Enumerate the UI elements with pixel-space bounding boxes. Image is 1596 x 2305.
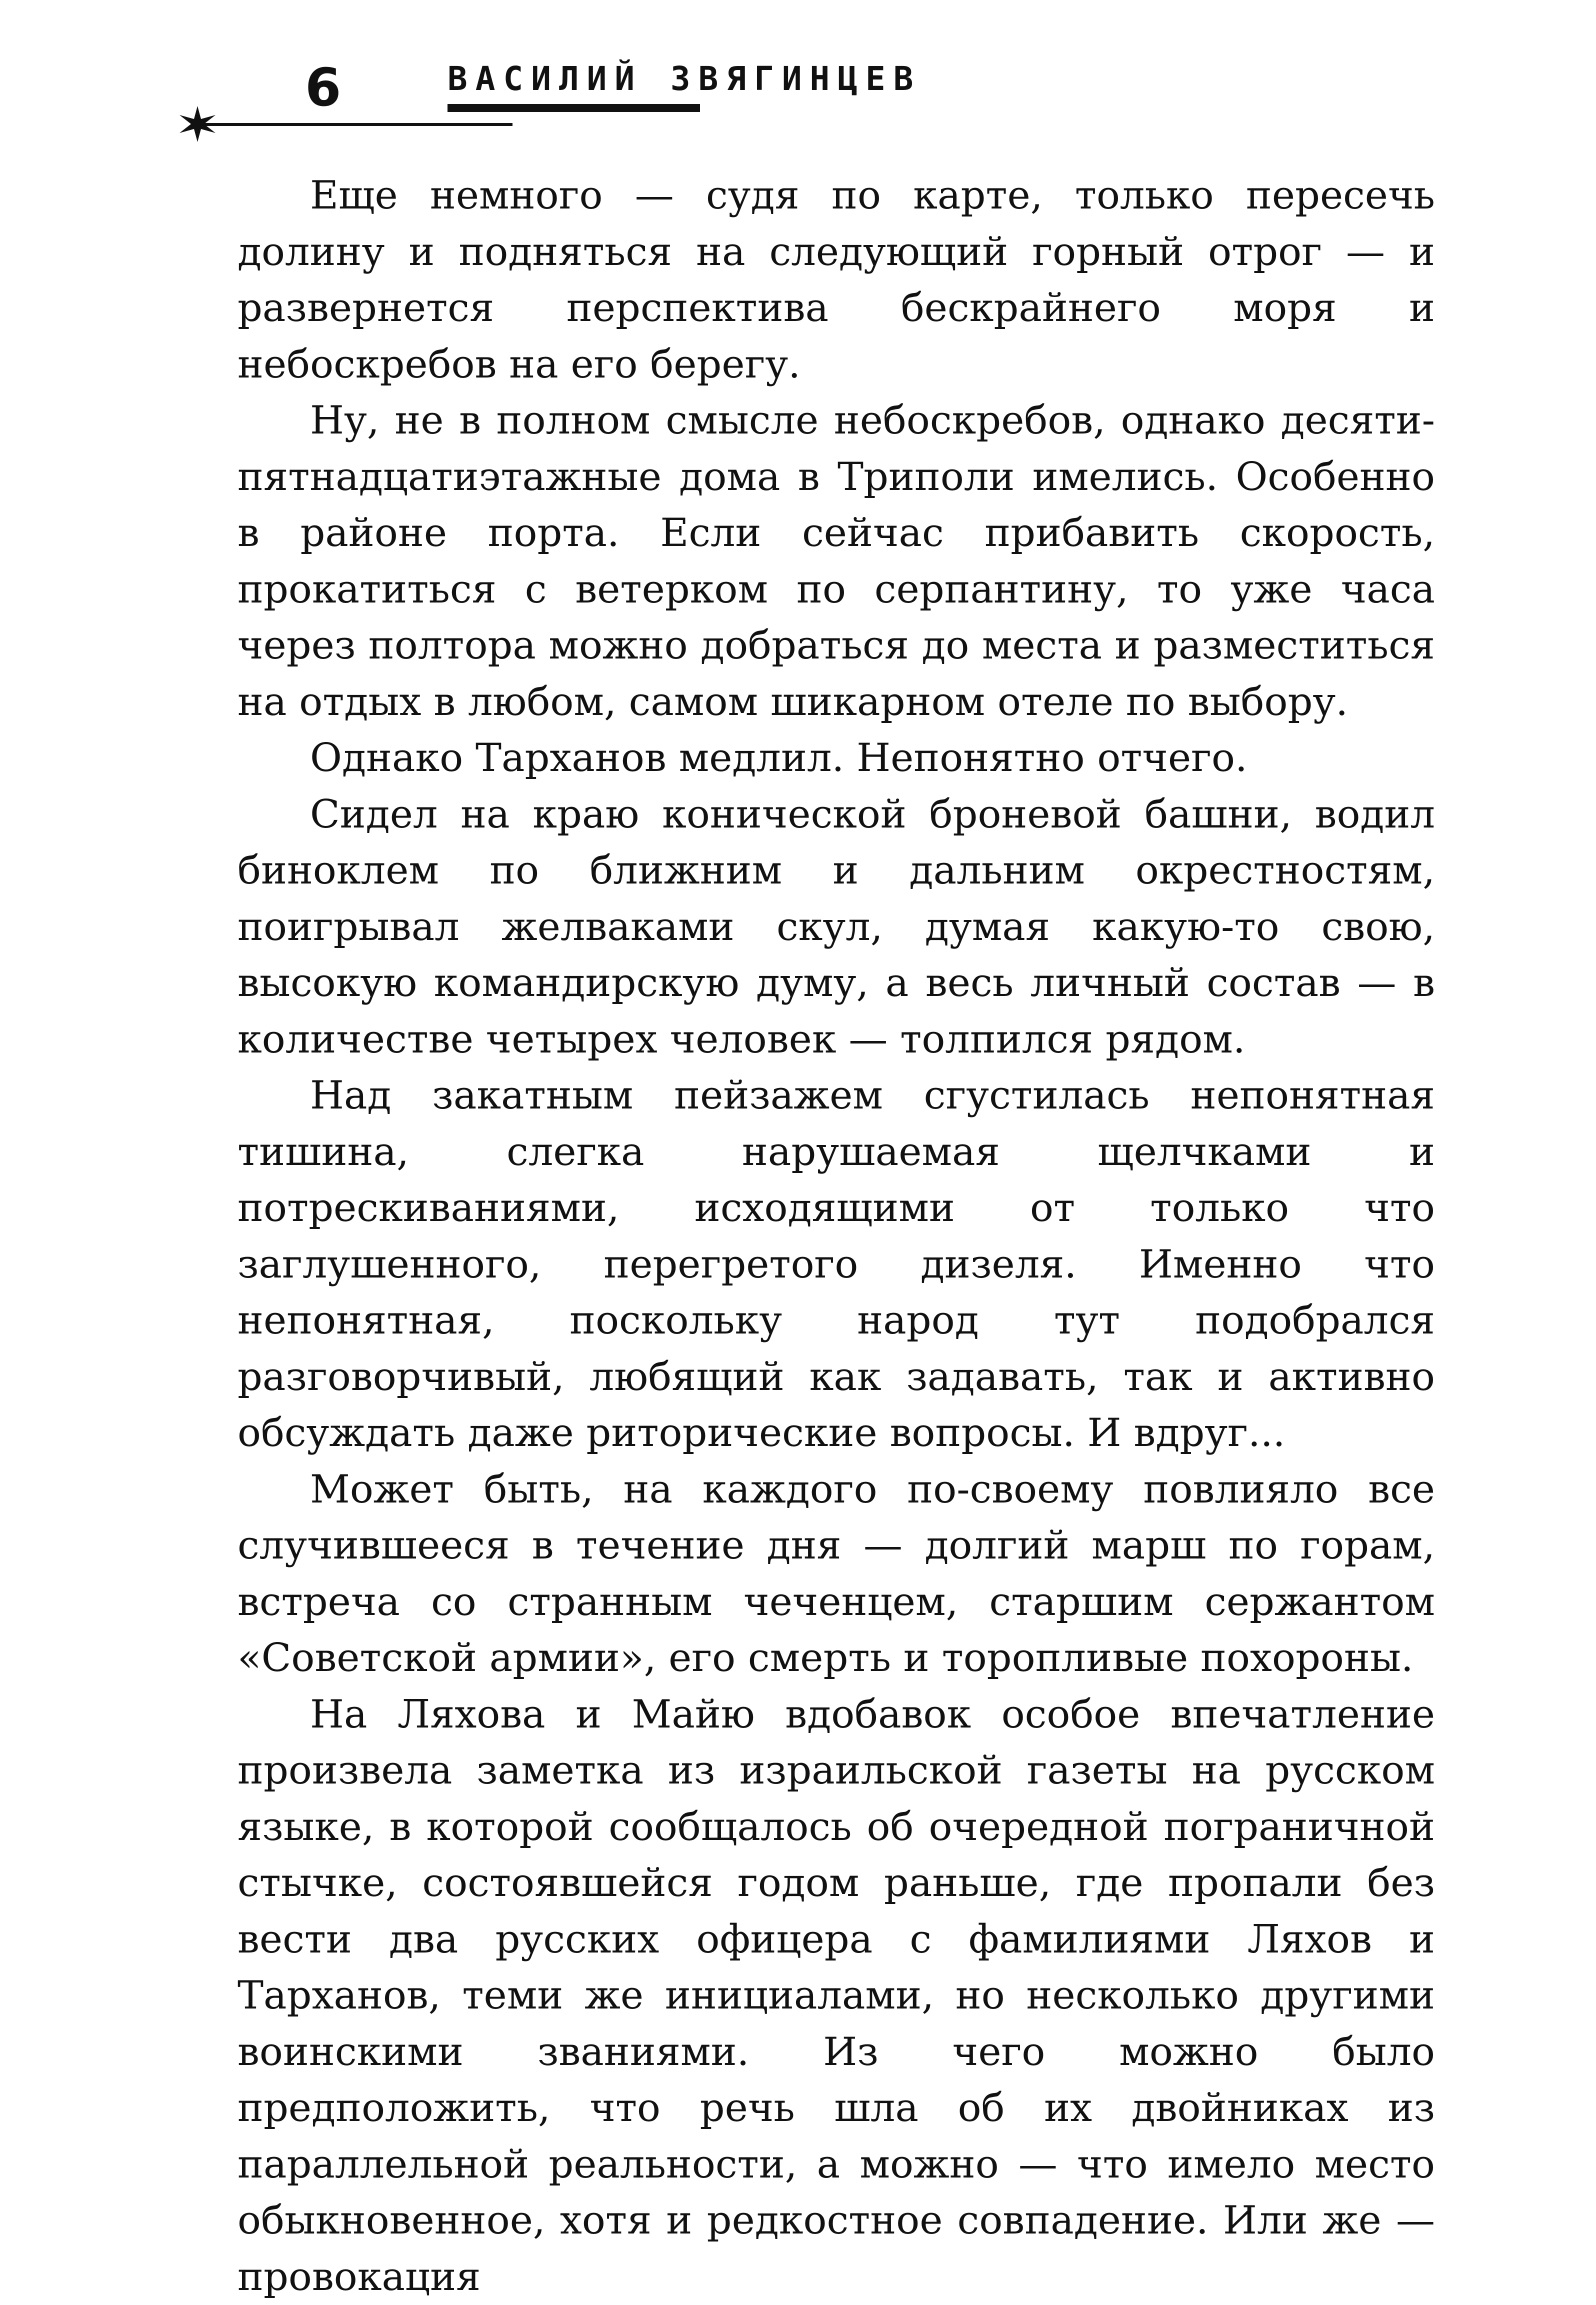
paragraph: Однако Тарханов медлил. Непонятно отчего. [238, 730, 1435, 786]
header-rule [198, 123, 512, 126]
header-bar [448, 104, 700, 112]
page-header [0, 0, 1596, 150]
page-number: 6 [305, 60, 341, 115]
running-head: ВАСИЛИЙ ЗВЯГИНЦЕВ [448, 59, 922, 99]
star-icon [178, 104, 218, 144]
paragraph: Еще немного — судя по карте, только пересечь долину и подняться на следующий горный отрог — и развернется перспектива бескрайнего моря и небоскребов на его берегу. [238, 168, 1435, 392]
paragraph: Может быть, на каждого по-своему повлияло все случившееся в течение дня — долгий марш по горам, встреча со странным чеченцем, старшим сержантом «Советской армии», его смерть и торопливые похороны. [238, 1462, 1435, 1686]
paragraph: На Ляхова и Майю вдобавок особое впечатление произвела заметка из израильской газеты на русском языке, в которой сообщалось об очередной пограничной стычке, состоявшейся годом раньше, где пропали без вести два русских офицера с фамилиями Ляхов и Тарханов, теми же инициалами, но несколько другими воинскими званиями. Из чего можно было предположить, что речь шла об их двойниках из параллельной реальности, а можно — что имело место обыкновенное, хотя и редкостное совпадение. Или же — провокация [238, 1686, 1435, 2305]
body-text [238, 168, 1435, 2305]
paragraph: Ну, не в полном смысле небоскребов, однако десяти- пятнадцатиэтажные дома в Триполи имелись. Особенно в районе порта. Если сейчас прибавить скорость, прокатиться с ветерком по серпантину, то уже часа через полтора можно добраться до места и разместиться на отдых в любом, самом шикарном отеле по выбору. [238, 392, 1435, 730]
paragraph: Над закатным пейзажем сгустилась непонятная тишина, слегка нарушаемая щелчками и потрескиваниями, исходящими от только что заглушенного, перегретого дизеля. Именно что непонятная, поскольку народ тут подобрался разговорчивый, любящий как задавать, так и активно обсуждать даже риторические вопросы. И вдруг... [238, 1068, 1435, 1462]
paragraph: Сидел на краю конической броневой башни, водил биноклем по ближним и дальним окрестностям, поигрывал желваками скул, думая какую-то свою, высокую командирскую думу, а весь личный состав — в количестве четырех человек — толпился рядом. [238, 786, 1435, 1068]
